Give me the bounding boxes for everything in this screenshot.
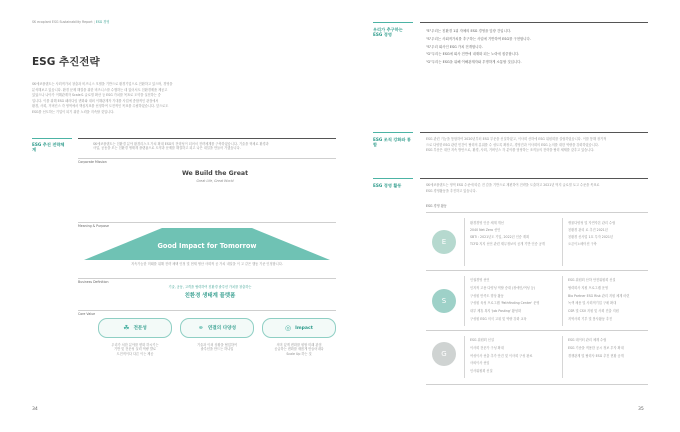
pursuit-list <box>426 28 531 67</box>
mission-title: We Build the Great <box>181 170 249 177</box>
divider <box>78 158 336 159</box>
divider <box>78 310 336 311</box>
intro-line: SK에코플랜트는 사회적가치 창출과 비즈니스 모델을 기반으로 환경기업으로 전환하고 있으며, 경영을 <box>32 82 173 86</box>
divider <box>420 178 648 179</box>
core-value-desc: 기술과 이외 상황을 협업하여 <box>197 343 237 347</box>
esg-col-left <box>470 277 539 324</box>
core-value-desc: 솔루션을 만드는 하나입 <box>200 347 234 352</box>
esg-item: 경쟁관계 및 협력사 ESG 추진 현황 공개 <box>568 353 624 358</box>
core-value-card <box>98 318 172 356</box>
esg-item: 생물다양성 및 자연자본 관리 수립 <box>568 221 616 225</box>
esg-item: 인지적 고용 다양성 역할 증대 (장애인/여성 등) <box>470 285 536 290</box>
core-value-label: Core Value <box>78 312 96 316</box>
esg-item: ESG 기준을 적용한 공시 정보 투자 확대 <box>568 345 624 350</box>
impact-banner: Good Impact for Tomorrow <box>157 242 257 250</box>
report-header: SK ecoplant ESG Sustainability Report | ESG 경영 <box>32 20 110 24</box>
letter-e-badge <box>432 230 456 254</box>
pursuit-item: "G"우리는 ESG을 위해 이해관계자와 투명하게 소통할 것입니다. <box>426 60 522 65</box>
core-value-card <box>262 318 336 356</box>
esg-item: ESG 위원회 신설 <box>470 338 494 342</box>
org-desc-line: ESG 관련 기능을 통합하여 2020년부터 ESG 부문을 신설하였고, 이사회 산하에 ESG 위원회를 설립하였습니다. 이를 통해 장기적 <box>426 137 607 141</box>
core-value-pill <box>180 318 254 338</box>
divider <box>373 22 413 23</box>
org-desc-line: 으로 다양한 ESG 관련 민간이 협력의 분위를 수 성도록 확장고, 경영진과 이사회의 ESG 논의를 대한 역량을 강화하였습니다. <box>426 142 599 147</box>
esg-item: 협력회사 지원 프로그램 운영 <box>568 285 608 290</box>
column-divider <box>464 276 465 326</box>
pursuit-item: "S"우리 회사인 ESG 가치 전개합니다. <box>426 44 483 49</box>
column-divider <box>464 336 465 378</box>
link-icon: ⚭ <box>197 324 204 332</box>
strategy-desc <box>93 142 269 151</box>
pursuit-item: "S"우리는 사회적가치를 추구하는 사업에 기반하여 ESG를 구현합니다. <box>426 36 531 41</box>
esg-item: CSR 및 CSV 지원 및 사회 진출 지원 <box>568 309 619 314</box>
esg-item: 2040 Net Zero 선언 <box>470 228 501 232</box>
divider <box>373 132 413 133</box>
divider <box>426 212 648 213</box>
intro-line: 입니다. 이를 위해 ESG 패러다임 변화와 대외 이해관계자 기대를 사업에 종합적인 관점에서 <box>32 98 159 103</box>
divider <box>373 178 413 179</box>
core-value-desc: 도전적이다 다른 이는 제공 <box>116 351 154 356</box>
esg-item: 이사회 전문가 구성 확대 <box>470 345 504 350</box>
divider <box>32 138 72 139</box>
esg-col-left <box>470 220 545 248</box>
divider <box>426 384 648 385</box>
intro-line: 있었으나 나아가 이해관계자 Scale로 글로벌 확산 등 ESG 가치를 목표로 도약을 실천하는 중 <box>32 93 161 97</box>
mission-subtitle: Great Life, Great World <box>196 179 234 183</box>
letter-s-badge <box>432 289 456 313</box>
activities-desc <box>426 183 600 194</box>
esg-item: 환경경영 인증 체계 개선 <box>470 221 504 225</box>
column-divider <box>562 336 563 378</box>
esg-item: 사외이사 선임 <box>470 361 490 366</box>
core-value-pill <box>98 318 172 338</box>
esg-item: 친환경 신사업 1호 투자 2021년 <box>568 235 613 239</box>
divider <box>78 222 336 223</box>
org-desc <box>426 137 606 154</box>
esg-item: 여성이사 선출 추가 안건 및 이사회 구성 완료 <box>470 353 533 358</box>
esg-item: 구성원 육성 프로그램 'Pathfinding Center' 운영 <box>470 301 540 306</box>
page-title: ESG 추진전략 <box>32 56 100 68</box>
intro-line: ESG를 선도하는 기업이 되기 위한 노력을 지속할 것입니다. <box>32 109 115 114</box>
core-value-desc: 우리가 처한 분야를 변화 하시키는 <box>111 343 159 347</box>
business-line1: 기술, 공동, 고객을 협력하여 친환경 솔루션 가치를 창출하는 <box>168 285 252 289</box>
esg-item: Bio Partner ESG Risk 관리 지원 체계 마련 <box>568 293 630 298</box>
core-value-desc: Scale Up 하는 것 <box>286 351 312 356</box>
esg-col-right <box>568 337 624 360</box>
column-divider <box>562 276 563 326</box>
core-value-desc: 기반 및 전문성 실력 역량 발로 <box>113 347 156 352</box>
core-value-desc: 공급하는 변화를 새롭게 만들어내다 <box>274 347 324 352</box>
activities-desc-line: ESG 경영활동을 추진하고 있습니다. <box>426 188 477 193</box>
report-title: SK ecoplant ESG Sustainability Report <box>32 20 93 24</box>
esg-item: SBTi : 2021년도 기입, 2022년 인증 계획 <box>470 235 530 239</box>
esg-item: 지역사회 기부 및 봉사활동 추진 <box>568 316 613 321</box>
esg-item: 녹색 채용 및 사회적기업 구매 확대 <box>568 301 617 306</box>
page-number: 34 <box>32 407 38 412</box>
esg-row-s <box>426 272 648 330</box>
intro-line: 환경, 사회, 거버넌스 각 영역에서 핵심지표를 선정하여 도전적인 목표를 수립하였습니다. 앞으로도 <box>32 104 169 108</box>
activities-label: ESG 경영 활동 <box>373 183 402 188</box>
activities-desc-line: SK에코플랜트는 영역 ESG 수준에 따른 전 감을 기반으로 재편하여 전략을 도출하고 2021년 먹지 글로벌 토고 수준을 목표로 <box>426 183 600 187</box>
column-divider <box>562 218 563 266</box>
divider <box>420 132 648 133</box>
pursuit-item: "E"우리는 친환경 1위 자체의 ESG 경영을 앞장 간입니다. <box>426 29 512 33</box>
intro-line: 분석해보고 있습니다. 환경 문제 해결을 위한 비즈니스를 수행하는 데 있어서도 친환경제품 제공고 <box>32 87 168 92</box>
divider <box>420 22 648 23</box>
esg-item: 오픈이노베이션 구축 <box>568 242 597 246</box>
org-desc-line: ESG 부문은 대단 지속 방안으로, 환경, 사회, 거버넌스 각 분야를 담당하는 조직들의 전략을 협력 체제를 갖추고 있습니다. <box>426 148 595 153</box>
esg-item: 인사위원회 신설 <box>470 369 493 374</box>
strategy-desc-line: SK에코플랜트는 친환경 분야 환경리스크 가치 확대 ESG의 전략성이 되어서 전략체계를 구축하였습니다. 기술을 혁채로 환경과 <box>93 142 269 146</box>
core-value-name: 연결의 다양성 <box>207 326 237 331</box>
meaning-label: Meaning & Purpose <box>78 224 109 228</box>
esg-item: 내부 제휴 복지 'Job Posting' 활성화 <box>470 309 522 314</box>
strategy-desc-line: 사업, 공동을 모는 친환경 생태계 플랫폼으로 도약과 문제를 해결하고 되고 나은 내일을 만들어 가겠습니다. <box>93 146 241 151</box>
divider <box>78 138 336 139</box>
letter-e: E <box>441 238 447 246</box>
esg-item: ESG 데이터 관리 체계 수립 <box>568 338 607 342</box>
esg-row-g <box>426 332 648 382</box>
pursuit-item: "G"우리는 ESG에 회사 전반에 내재화 되는 노력에 집중합니다. <box>426 52 520 57</box>
divider <box>78 278 336 279</box>
business-label: Business Definition <box>78 280 109 284</box>
core-value-card <box>180 318 254 352</box>
core-value-pill <box>262 318 336 338</box>
core-value-desc: 의미 있게 변화를 원할 미래 관점 <box>276 343 322 347</box>
esg-col-left <box>470 337 533 376</box>
column-divider <box>464 218 465 266</box>
esg-item: 구성원 만족도 향상 활동 <box>470 293 504 298</box>
activities-sublabel: ESG 경영 활동 <box>426 204 447 208</box>
esg-item: 인권경영 선언 <box>470 278 490 282</box>
globe-icon: ◎ <box>285 324 292 332</box>
core-value-name: 전문성 <box>133 326 147 331</box>
org-label: ESG 조직 강화와 통합 <box>373 137 411 148</box>
people-icon: ☘ <box>123 324 130 332</box>
esg-col-right <box>568 220 615 248</box>
esg-item: TCFD 지지 선언 관련 재무정보의 공개 기반 인증 공개 <box>470 242 545 246</box>
pursuit-label: 우리가 추구하는 ESG 경영 <box>373 27 403 38</box>
letter-s: S <box>441 297 447 305</box>
section-name: ESG 경영 <box>95 20 110 24</box>
esg-item: ESG 위원회 산하 안전위원회 신설 <box>568 278 616 282</box>
esg-col-right <box>568 277 629 324</box>
letter-g-badge <box>432 342 456 366</box>
esg-item: 친환경 관리 로 추진 2021년 <box>568 228 608 232</box>
divider <box>426 330 648 331</box>
esg-row-e <box>426 214 648 270</box>
core-value-name: Impact <box>295 325 313 331</box>
strategy-label: ESG 추진 전략체계 <box>32 142 65 153</box>
divider <box>426 270 648 271</box>
page-number: 35 <box>638 407 644 412</box>
business-line2: 친환경 생태계 플랫폼 <box>184 293 236 299</box>
intro-text <box>32 82 322 115</box>
letter-g: G <box>441 350 447 358</box>
corporate-mission-label: Corporate Mission <box>78 160 107 164</box>
esg-item: 구성원 ESG 의식 고취 및 역량 강화 교육 <box>470 316 527 321</box>
impact-desc: 지속가능한 미래를 위해 전략 채택 인정 및 현재 생산 사회적 공 가치 내일을 이 고 같은 행동 기준 인정합니다. <box>131 262 283 266</box>
